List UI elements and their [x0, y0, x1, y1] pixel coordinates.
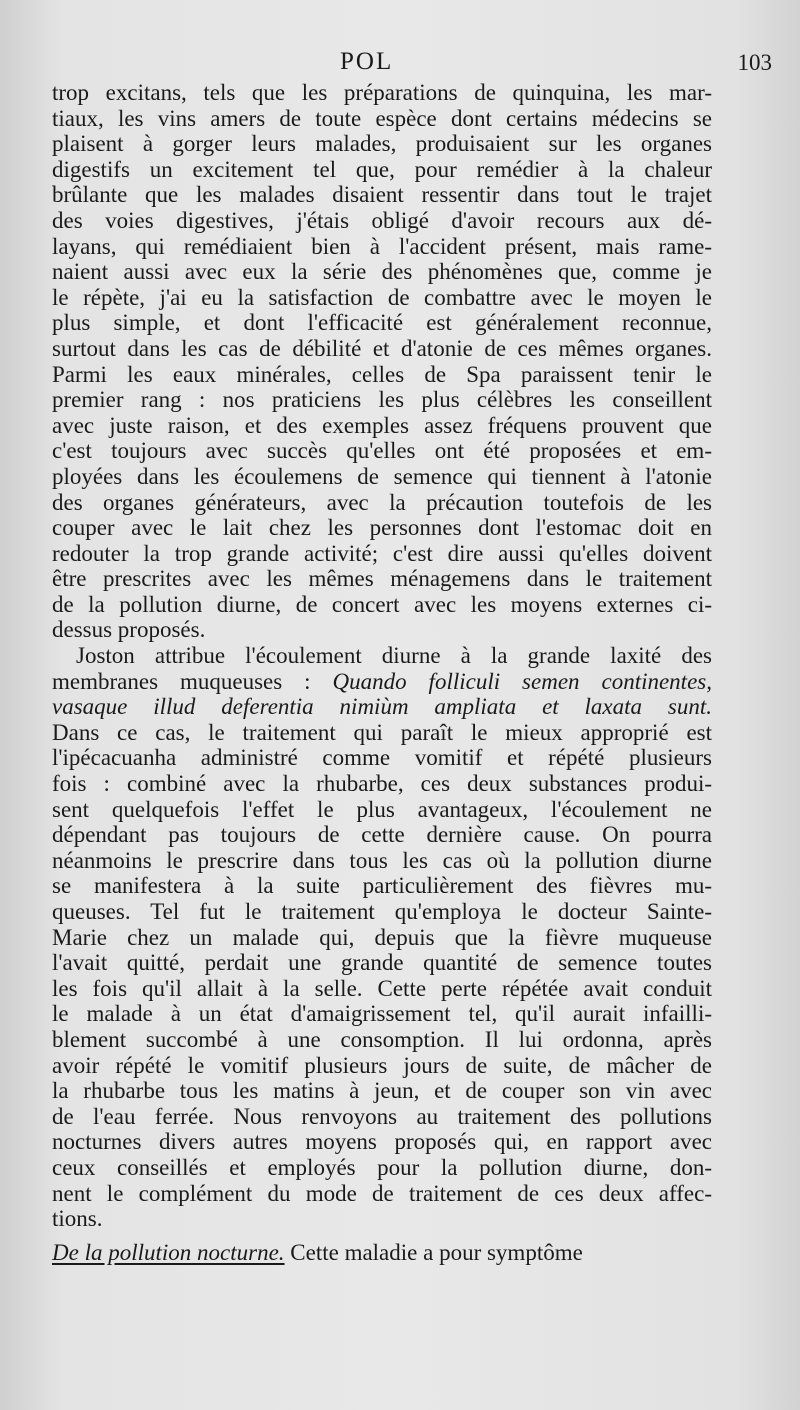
paragraph-1: [52, 80, 712, 643]
text-line: se manifestera à la suite particulièrement des fièvres mu-: [52, 873, 712, 899]
text-line: queuses. Tel fut le traitement qu'employa le docteur Sainte-: [52, 899, 712, 924]
text-line: trop excitans, tels que les préparations de quinquina, les mar-: [52, 80, 712, 105]
text-line: layans, qui remédiaient bien à l'accident présent, mais rame-: [52, 233, 712, 259]
section-text: Cette maladie a pour symptôme: [284, 1239, 583, 1265]
text-line: sent quelquefois l'effet le plus avantageux, l'écoulement ne: [52, 796, 712, 822]
text-line: nent le complément du mode de traitement de ces deux affec-: [52, 1180, 712, 1206]
text-line: c'est toujours avec succès qu'elles ont été proposées et em-: [52, 438, 712, 464]
paragraph-2: [52, 720, 712, 1232]
text-line: tions.: [52, 1206, 103, 1232]
text-line: blement succombé à une consomption. Il lui ordonna, après: [52, 1026, 712, 1052]
text-line: des organes générateurs, avec la précaution toutefois de les: [52, 489, 712, 515]
text-run: membranes muqueuses :: [52, 668, 333, 694]
text-line: les fois qu'il allait à la selle. Cette perte répétée avait conduit: [52, 975, 712, 1001]
text-line: la rhubarbe tous les matins à jeun, et de couper son vin avec: [52, 1078, 712, 1104]
text-line: Dans ce cas, le traitement qui paraît le mieux approprié est: [52, 719, 712, 745]
text-line: l'ipécacuanha administré comme vomitif et répété plusieurs: [52, 745, 712, 771]
text-line: redouter la trop grande activité; c'est dire aussi qu'elles doivent: [52, 540, 712, 566]
text-line: dépendant pas toujours de cette dernière cause. On pourra: [52, 822, 712, 848]
text-line: plaisent à gorger leurs malades, produisaient sur les organes: [52, 131, 712, 157]
text-line: Parmi les eaux minérales, celles de Spa paraissent tenir le: [52, 361, 712, 387]
text-line: le répète, j'ai eu la satisfaction de combattre avec le moyen le: [52, 284, 712, 310]
section-heading: De la pollution nocturne.: [52, 1239, 285, 1265]
text-line: de la pollution diurne, de concert avec les moyens externes ci-: [52, 591, 712, 617]
text-line: surtout dans les cas de débilité et d'atonie de ces mêmes organes.: [52, 335, 712, 361]
text-line: de l'eau ferrée. Nous renvoyons au traitement des pollutions: [52, 1103, 712, 1129]
text-line: fois : combiné avec la rhubarbe, ces deux substances produi-: [52, 771, 712, 797]
page-header: [0, 48, 800, 84]
section-heading-line: [52, 1240, 712, 1266]
text-line: brûlante que les malades disaient ressentir dans tout le trajet: [52, 182, 712, 208]
text-line: nocturnes divers autres moyens proposés qui, en rapport avec: [52, 1129, 712, 1155]
text-line: plus simple, et dont l'efficacité est généralement reconnue,: [52, 310, 712, 336]
paragraph-2-line: [52, 669, 712, 695]
text-line: digestifs un excitement tel que, pour remédier à la chaleur: [52, 156, 712, 182]
text-line: dessus proposés.: [52, 617, 206, 643]
text-line: avec juste raison, et des exemples assez fréquens prouvent que: [52, 412, 712, 438]
text-line: couper avec le lait chez les personnes dont l'estomac doit en: [52, 515, 712, 541]
latin-quote-line: vasaque illud deferentia nimiùm ampliata et laxata sunt.: [52, 694, 712, 720]
text-line: premier rang : nos praticiens les plus célèbres les conseillent: [52, 387, 712, 413]
text-line: tiaux, les vins amers de toute espèce dont certains médecins se: [52, 105, 712, 131]
text-line: l'avait quitté, perdait une grande quantité de semence toutes: [52, 950, 712, 976]
body-text: [52, 80, 712, 1265]
text-line: néanmoins le prescrire dans tous les cas où la pollution diurne: [52, 847, 712, 873]
text-line: des voies digestives, j'étais obligé d'avoir recours aux dé-: [52, 207, 712, 233]
text-line: naient aussi avec eux la série des phénomènes que, comme je: [52, 259, 712, 285]
latin-quote: Quando folliculi semen continentes,: [332, 668, 712, 694]
text-line: ceux conseillés et employés pour la pollution diurne, don-: [52, 1154, 712, 1180]
page-number: 103: [737, 50, 772, 75]
text-line: le malade à un état d'amaigrissement tel, qu'il aurait infailli-: [52, 1001, 712, 1027]
running-head: POL: [340, 48, 394, 75]
text-line: ployées dans les écoulemens de semence qui tiennent à l'atonie: [52, 463, 712, 489]
text-line: être prescrites avec les mêmes ménagemens dans le traitement: [52, 566, 712, 592]
paragraph-2-line: Joston attribue l'écoulement diurne à la grande laxité des: [76, 643, 712, 669]
text-line: avoir répété le vomitif plusieurs jours de suite, de mâcher de: [52, 1052, 712, 1078]
text-line: Marie chez un malade qui, depuis que la fièvre muqueuse: [52, 924, 712, 950]
